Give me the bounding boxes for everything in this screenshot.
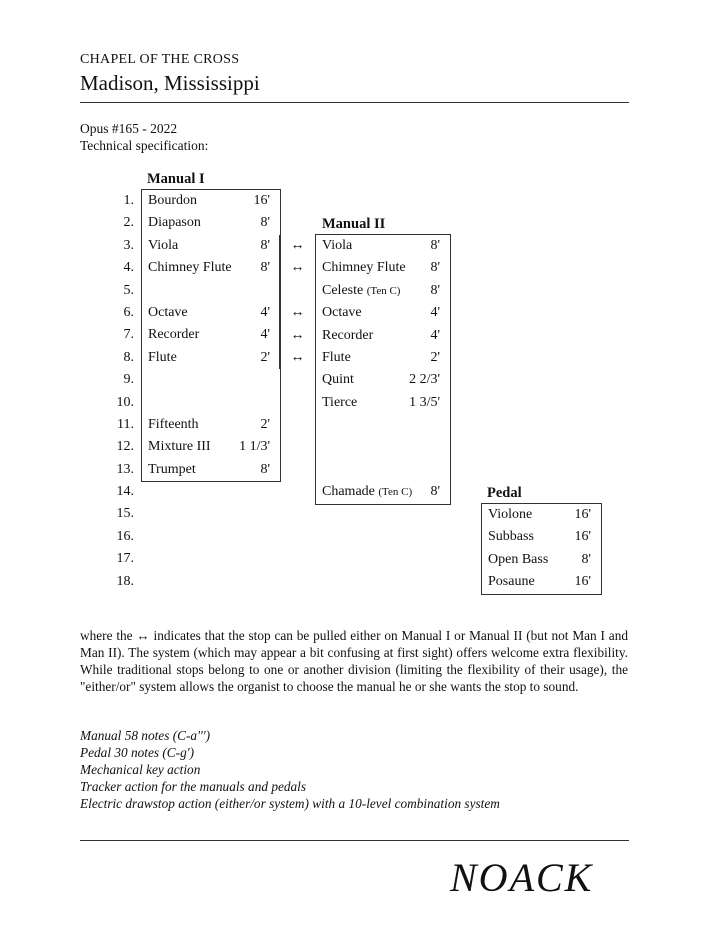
row-number: 13. [116, 461, 134, 477]
stop-pitch: 8' [260, 237, 270, 253]
stop-name: Fifteenth [148, 416, 199, 432]
row-number: 8. [123, 349, 134, 365]
stop-name [322, 235, 352, 257]
stop-pitch: 4' [260, 327, 270, 343]
technical-note: Manual 58 notes (C-a''') [80, 728, 211, 743]
row-number: 5. [123, 282, 134, 298]
manual1-stop [142, 392, 280, 414]
stop-pitch: 8' [430, 260, 440, 276]
church-name [80, 47, 239, 69]
manual1-title: Manual I [147, 171, 205, 187]
either-or-explanation: where the ↔ indicates that the stop can be pulled either on Manual I or Manual II (but not Man I and Man II). The system (which may appear a bit confusing at first sight) offers welcome extra flexibility. While traditional stops belong to one or another division (limiting the flexibility of their usage), the "either/or" system allows the organist to choose the manual he or she wants the stop to sound. [80, 628, 628, 694]
noack-logo-text: NOACK [450, 855, 594, 900]
stop-name [322, 481, 412, 503]
pedal-stop [482, 526, 601, 548]
stop-pitch: 2' [430, 349, 440, 365]
manual1-stop [142, 436, 280, 458]
stop-pitch: 16' [574, 507, 591, 522]
stop-compass-note: (Ten C) [366, 284, 401, 297]
stop-name [322, 392, 357, 414]
stop-name-text: Celeste [322, 282, 364, 298]
stop-pitch: 8' [260, 461, 270, 477]
stop-name: Recorder [148, 327, 200, 343]
stop-name: Trumpet [148, 461, 196, 477]
stop-name: Posaune [488, 574, 535, 590]
manual2-stop [316, 257, 450, 279]
stop-pitch: 2' [260, 349, 270, 365]
stop-name-text: Quint [322, 372, 354, 388]
manual1-stop [142, 302, 280, 324]
stop-pitch: 8' [260, 260, 270, 276]
stop-name: Bourdon [148, 193, 197, 208]
manual2-stop [316, 325, 450, 347]
stop-pitch: 8' [260, 215, 270, 231]
manual1-stop [142, 190, 280, 212]
either-or-arrow: ↔ [279, 302, 315, 324]
manual1-box [141, 189, 281, 482]
footer-divider [80, 840, 629, 841]
manual2-stop [316, 280, 450, 302]
manual1-stop [142, 414, 280, 436]
stop-pitch: 16' [253, 193, 270, 208]
stop-pitch: 1 1/3' [239, 439, 270, 455]
noack-logo [446, 853, 636, 903]
stop-pitch: 8' [430, 282, 440, 298]
stop-name [322, 347, 351, 369]
manual2-box [315, 234, 451, 505]
stop-name [322, 302, 362, 324]
row-number: 7. [123, 327, 134, 343]
manual2-stop [316, 347, 450, 369]
row-number: 9. [123, 372, 134, 388]
row-number: 3. [123, 237, 134, 253]
pedal-stop [482, 549, 601, 571]
pedal-stop [482, 571, 601, 593]
manual2-stop [316, 235, 450, 257]
pedal-box [481, 503, 602, 595]
technical-note: Electric drawstop action (either/or system) with a 10-level combination system [80, 796, 500, 811]
stop-name: Mixture III [148, 439, 211, 455]
row-number: 1. [123, 193, 134, 208]
pedal-stop [482, 504, 601, 526]
stop-name: Violone [488, 507, 533, 522]
either-or-arrow: ↔ [279, 235, 315, 257]
manual1-stop [142, 324, 280, 346]
stop-pitch: 16' [574, 574, 591, 590]
stop-name [322, 369, 354, 391]
row-number: 17. [116, 551, 134, 567]
stop-name: Subbass [488, 529, 534, 545]
stop-name-text: Octave [322, 305, 362, 321]
manual2-stop [316, 481, 450, 503]
row-number: 6. [123, 304, 134, 320]
row-number: 18. [116, 573, 134, 589]
manual1-stop [142, 212, 280, 234]
row-number: 15. [116, 506, 134, 522]
stop-pitch: 8' [430, 238, 440, 253]
either-or-arrow: ↔ [279, 347, 315, 369]
stop-pitch: 16' [574, 529, 591, 545]
technical-note: Mechanical key action [80, 762, 201, 777]
either-or-arrow: ↔ [279, 257, 315, 279]
stop-name: Flute [148, 349, 177, 365]
manual2-stop [316, 369, 450, 391]
stop-pitch: 8' [581, 551, 591, 567]
manual2-stop [316, 437, 450, 459]
stop-name: Chimney Flute [148, 260, 232, 276]
stop-name: Viola [148, 237, 179, 253]
row-numbers [104, 190, 134, 593]
stop-name [322, 325, 373, 347]
technical-notes [80, 727, 500, 812]
stop-name-text: Flute [322, 349, 351, 365]
either-or-arrows [279, 235, 315, 369]
stop-name [322, 257, 406, 279]
manual2-stop [316, 392, 450, 414]
stop-name-text: Chamade [322, 484, 375, 500]
manual1-stop [142, 257, 280, 279]
manual2-stop [316, 414, 450, 436]
manual2-stop [316, 459, 450, 481]
stop-pitch: 4' [430, 305, 440, 321]
technical-note: Pedal 30 notes (C-g') [80, 745, 194, 760]
either-or-arrow [279, 280, 315, 302]
church-name-text: CHAPEL OF THE CROSS [80, 52, 240, 67]
manual1-stop [142, 235, 280, 257]
stop-name-text: Viola [322, 238, 353, 253]
row-number: 11. [117, 416, 134, 432]
manual1-stop [142, 459, 280, 481]
stop-name-text: Tierce [322, 394, 358, 410]
church-location: Madison, Mississippi [80, 71, 260, 95]
stop-pitch: 4' [430, 327, 440, 343]
stop-name: Octave [148, 304, 188, 320]
row-number: 2. [123, 215, 134, 231]
stop-name-text: Recorder [322, 327, 374, 343]
stop-pitch: 2 2/3' [409, 372, 440, 388]
manual2-title: Manual II [322, 216, 386, 232]
stop-pitch: 4' [260, 304, 270, 320]
row-number: 16. [116, 528, 134, 544]
stop-compass-note: (Ten C) [378, 486, 413, 499]
manual1-stop [142, 347, 280, 369]
stop-pitch: 1 3/5' [409, 394, 440, 410]
row-number: 10. [116, 394, 134, 410]
opus-number: Opus #165 - 2022 [80, 121, 178, 136]
stop-name: Diapason [148, 215, 201, 231]
stop-pitch: 8' [430, 484, 440, 500]
manual2-stop [316, 302, 450, 324]
pedal-title: Pedal [487, 485, 522, 501]
stop-name: Open Bass [488, 551, 549, 567]
stop-name [322, 280, 400, 302]
header-divider [80, 102, 629, 103]
either-or-arrow: ↔ [279, 325, 315, 347]
manual1-stop [142, 280, 280, 302]
row-number: 12. [116, 439, 134, 455]
spec-label: Technical specification: [80, 138, 209, 153]
technical-note: Tracker action for the manuals and pedals [80, 779, 307, 794]
row-number: 4. [123, 260, 134, 276]
row-number: 14. [116, 484, 134, 500]
manual1-stop [142, 369, 280, 391]
stop-pitch: 2' [260, 416, 270, 432]
stop-name-text: Chimney Flute [322, 260, 406, 276]
